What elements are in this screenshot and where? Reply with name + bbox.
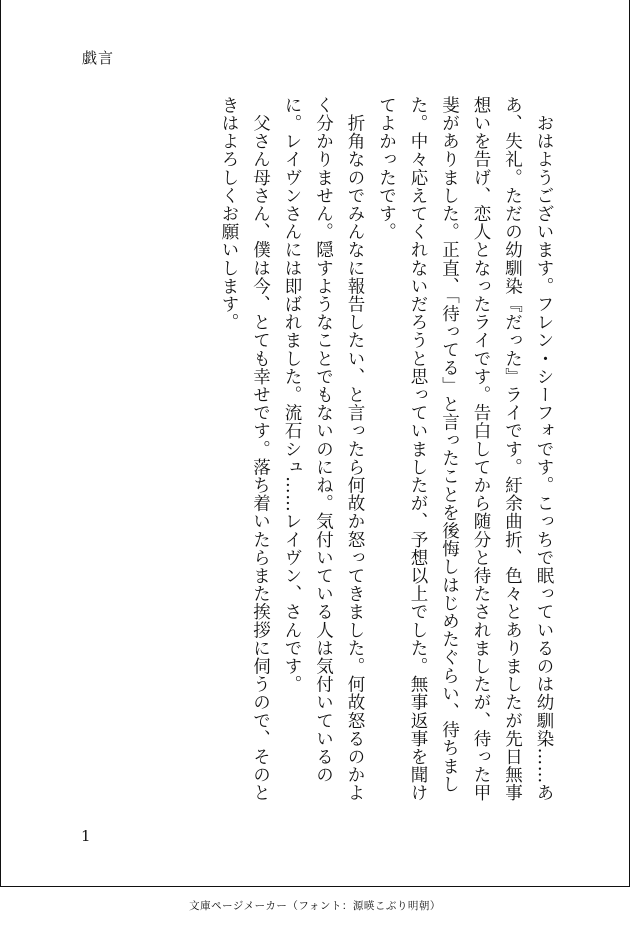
paragraph-2: 折角なのでみんなに報告したい、と言ったら何故か怒ってきました。何故怒るのかよく分かりません。隠すようなことでもないのにね。気付いている人は気付いているのに。レイヴンさんには即ばれました。流石シュ……レイヴン、さんです。 [282, 96, 365, 802]
body-text [213, 96, 560, 816]
page-number: 1 [81, 827, 91, 845]
footer-credit: 文庫ページメーカー（フォント：源暎こぶり明朝） [189, 900, 441, 912]
paragraph-3: 父さん母さん、僕は今、とても幸せです。落ち着いたらまた挨拶に伺うので、そのときはよろしくお願いします。 [219, 96, 271, 802]
paragraph-1: おはようございます。フレン・シーフォです。こっちで眠っているのは幼馴染……ああ、失礼。ただの幼馴染『だった』ライです。紆余曲折、色々とありましたが先日無事想いを告げ、恋人となったライです。告白してから随分と待たされましたが、待った甲斐がありました。正直、「待ってる」と言ったことを後悔しはじめたぐらい、待ちました。中々応えてくれないだろうと思っていましたが、予想以上でした。無事返事を聞けてよかったです。 [376, 96, 554, 802]
page-title: 戯言 [82, 49, 115, 67]
